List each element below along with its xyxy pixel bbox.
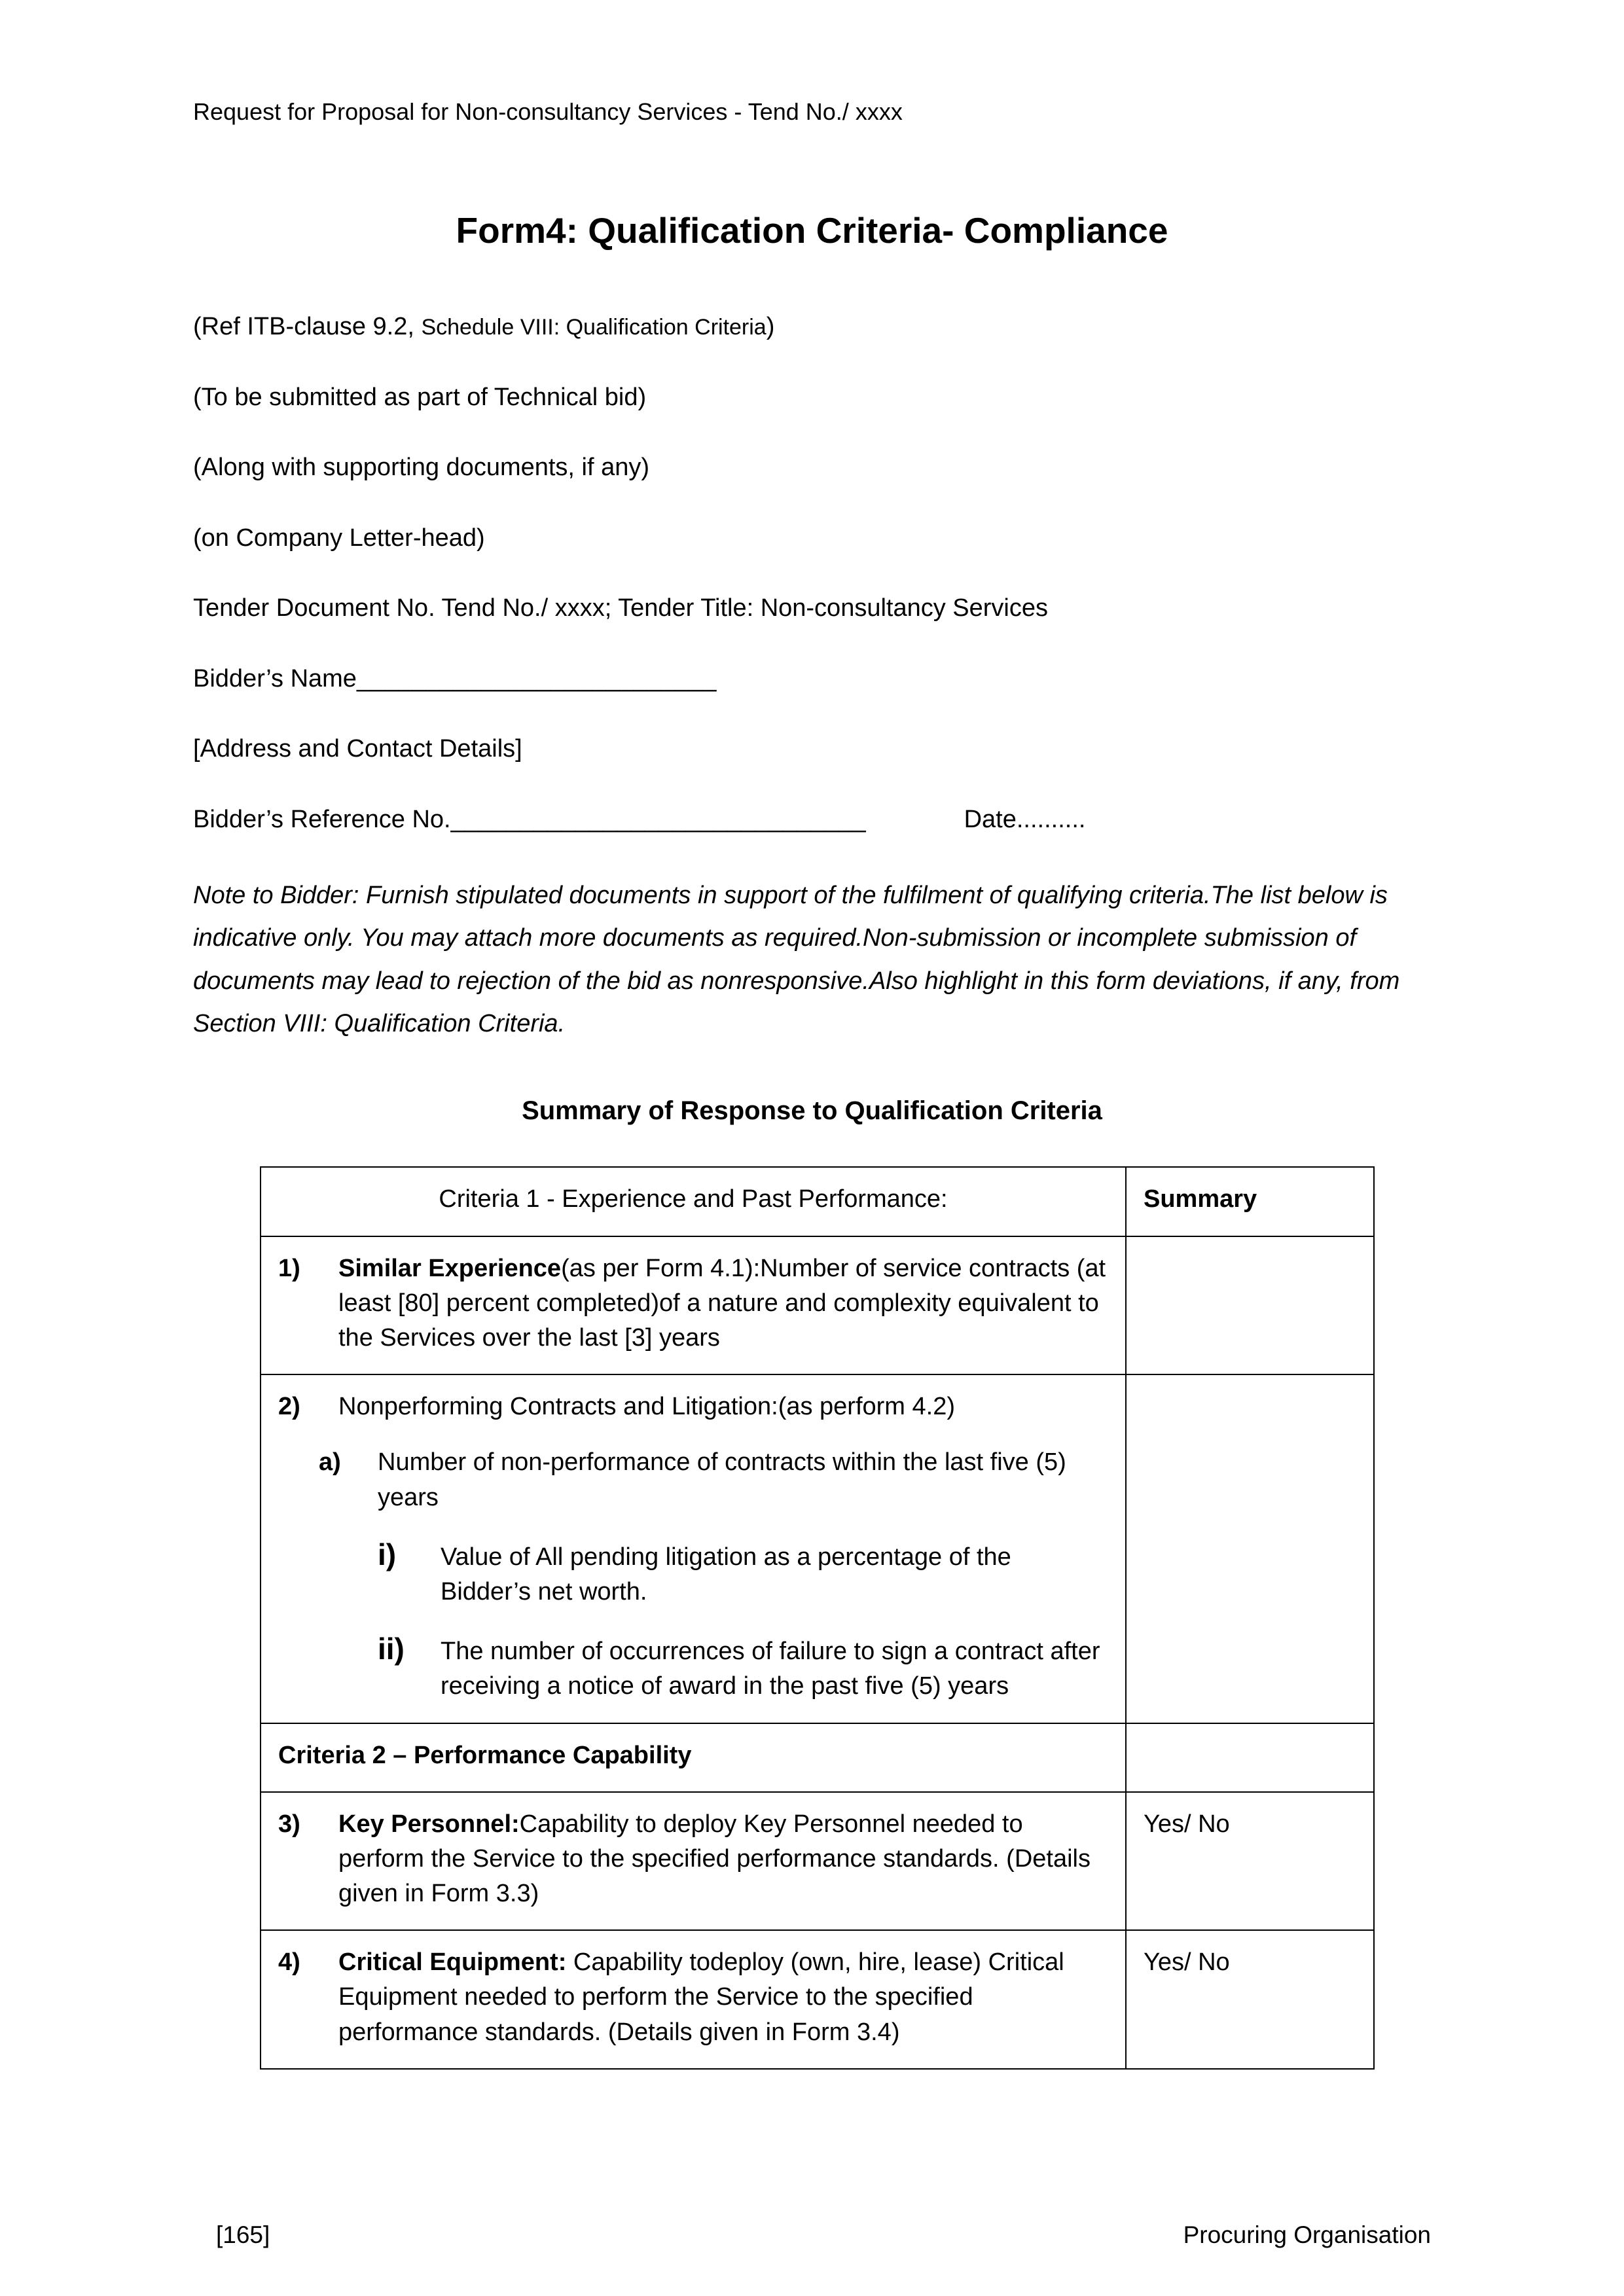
- summary-cell-1: [1126, 1236, 1374, 1375]
- item-2a: [319, 1445, 1108, 1515]
- table-header-row: [261, 1167, 1374, 1236]
- bidder-name-line: [193, 664, 1431, 695]
- item-1-bold-label: Similar Experience: [338, 1254, 562, 1282]
- item-4-text: [338, 1945, 1108, 2050]
- supporting-docs-line: (Along with supporting documents, if any): [193, 454, 650, 481]
- letterhead-line: (on Company Letter-head): [193, 524, 485, 552]
- ref-suffix: ): [766, 313, 775, 340]
- table-row-nonperforming-contracts: [261, 1374, 1374, 1723]
- technical-bid-line: (To be submitted as part of Technical bid): [193, 383, 647, 411]
- item-1-rest: (as per Form 4.1):Number of service contracts (at least [80] percent completed)of a nature and complexity equivalent to the Services over the last [3] years: [338, 1254, 1106, 1352]
- item-3-number: 3): [278, 1810, 300, 1838]
- item-2a-i-number: i): [378, 1537, 397, 1571]
- bidder-name-blank: __________________________: [356, 664, 717, 692]
- similar-experience-cell: [261, 1236, 1126, 1375]
- criteria1-header-cell: Criteria 1 - Experience and Past Performance:: [261, 1167, 1126, 1236]
- tender-doc-line: Tender Document No. Tend No./ xxxx; Tender Title: Non-consultancy Services: [193, 594, 1048, 622]
- summary-cell-2: [1126, 1374, 1374, 1723]
- item-2a-ii-text: The number of occurrences of failure to sign a contract after receiving a notice of award in the past five (5) years: [441, 1638, 1100, 1700]
- summary-heading: Summary of Response to Qualification Criteria: [522, 1096, 1102, 1126]
- qualification-criteria-table: [260, 1166, 1375, 2069]
- address-contact-line: [Address and Contact Details]: [193, 735, 522, 762]
- critical-equipment-cell: [261, 1930, 1126, 2069]
- footer-organisation: Procuring Organisation: [1183, 2221, 1431, 2248]
- item-2-text: Nonperforming Contracts and Litigation:(as perform 4.2): [338, 1393, 956, 1421]
- summary-cell-criteria2: [1126, 1723, 1374, 1792]
- date-label: Date..........: [964, 805, 1086, 833]
- table-row-similar-experience: [261, 1236, 1374, 1375]
- item-1-text: [338, 1251, 1108, 1356]
- item-2: [278, 1390, 1108, 1424]
- item-4: [278, 1945, 1108, 2050]
- item-2a-ii: [378, 1628, 1108, 1704]
- item-4-number: 4): [278, 1948, 300, 1977]
- item-2-number: 2): [278, 1393, 300, 1421]
- page-footer: [216, 2221, 1431, 2249]
- reference-label: Bidder’s Reference No.: [193, 805, 451, 833]
- key-personnel-cell: [261, 1792, 1126, 1931]
- item-3-text: [338, 1807, 1108, 1912]
- summary-cell-3: Yes/ No: [1126, 1792, 1374, 1931]
- reference-line: [193, 804, 1431, 836]
- running-header: [193, 98, 1431, 126]
- running-header-text: Request for Proposal for Non-consultancy Services - Tend No./ xxxx: [193, 98, 903, 125]
- bidder-name-label: Bidder’s Name: [193, 664, 357, 692]
- summary-cell-4: Yes/ No: [1126, 1930, 1374, 2069]
- item-3-bold-label: Key Personnel:: [338, 1810, 520, 1838]
- summary-header-cell: Summary: [1126, 1167, 1374, 1236]
- item-2a-text: Number of non-performance of contracts within the last five (5) years: [378, 1448, 1066, 1511]
- item-4-rest: Capability todeploy (own, hire, lease) Critical Equipment needed to perform the Service to the specified performance standards. (Details given in Form 3.4): [338, 1948, 1064, 2046]
- ref-schedule: Schedule VIII: Qualification Criteria: [421, 315, 767, 340]
- item-2a-number: a): [319, 1448, 341, 1477]
- reference-blank: ______________________________: [450, 805, 866, 833]
- item-3-rest: Capability to deploy Key Personnel needed to perform the Service to the specified performance standards. (Details given in Form 3.3): [338, 1810, 1091, 1908]
- item-3: [278, 1807, 1108, 1912]
- item-2a-i-text: Value of All pending litigation as a percentage of the Bidder’s net worth.: [441, 1543, 1011, 1605]
- page-number: [165]: [216, 2221, 270, 2248]
- ref-prefix: (Ref ITB-clause 9.2,: [193, 313, 422, 340]
- ref-clause-line: [193, 312, 1431, 343]
- nonperforming-contracts-cell: [261, 1374, 1126, 1723]
- table-row-criteria2-heading: [261, 1723, 1374, 1792]
- item-2a-i: [378, 1534, 1108, 1609]
- table-row-critical-equipment: [261, 1930, 1374, 2069]
- note-to-bidder: Note to Bidder: Furnish stipulated documents in support of the fulfilment of qualifying criteria.The list below is indicative only. You may attach more documents as required.Non-submission or incomplete submission of documents may lead to rejection of the bid as nonresponsive.Also highlight in this form deviations, if any, from Section VIII: Qualification Criteria.: [193, 882, 1400, 1038]
- table-row-key-personnel: [261, 1792, 1374, 1931]
- item-2a-ii-number: ii): [378, 1632, 405, 1666]
- item-1-number: 1): [278, 1254, 300, 1282]
- item-1: [278, 1251, 1108, 1356]
- criteria2-heading-cell: Criteria 2 – Performance Capability: [261, 1723, 1126, 1792]
- item-4-bold-label: Critical Equipment:: [338, 1948, 567, 1977]
- form-title: Form4: Qualification Criteria- Compliance: [456, 210, 1168, 251]
